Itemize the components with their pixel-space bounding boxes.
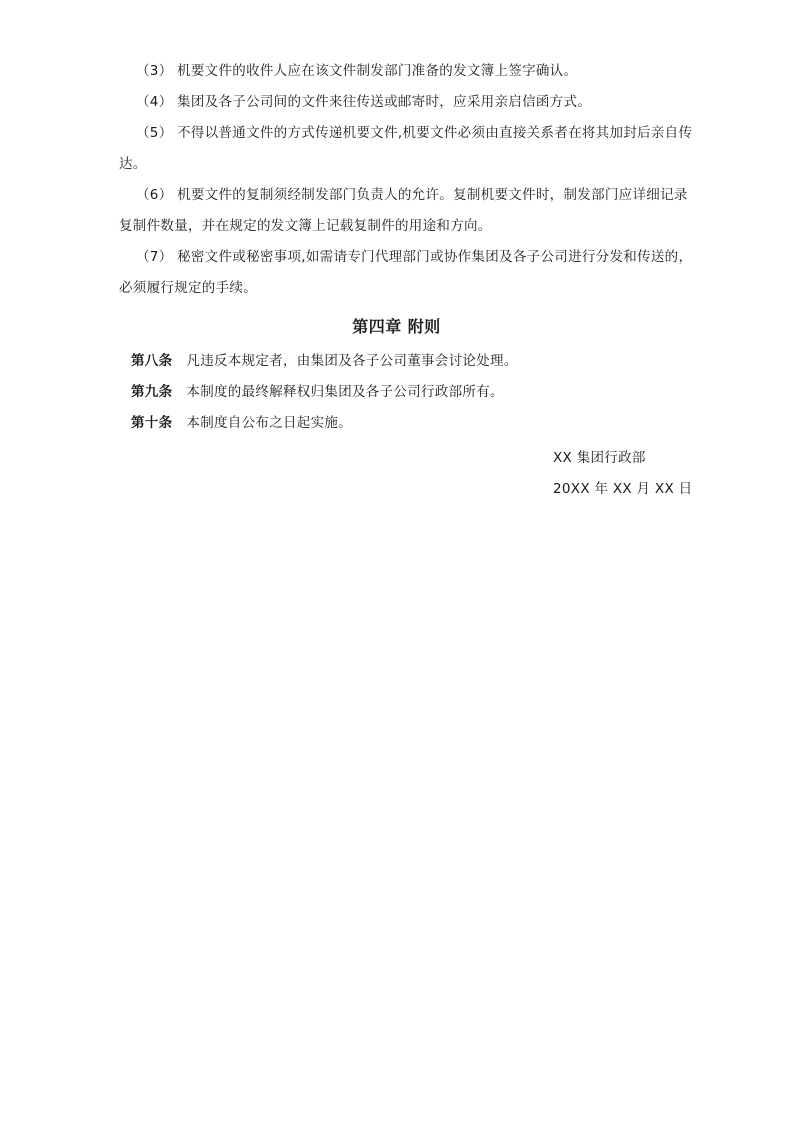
article-number: 第十条 xyxy=(131,415,173,431)
issuer: XX 集团行政部 xyxy=(553,450,646,466)
article-number: 第八条 xyxy=(131,353,173,369)
article xyxy=(131,377,691,408)
list-item: （7） 秘密文件或秘密事项,如需请专门代理部门或协作集团及各子公司进行分发和传送的，必须履行规定的手续。 xyxy=(119,249,693,296)
article-number: 第九条 xyxy=(131,384,173,400)
article-text: 凡违反本规定者，由集团及各子公司董事会讨论处理。 xyxy=(186,353,518,369)
chapter-title: 第四章 附则 xyxy=(352,317,441,336)
article xyxy=(131,346,691,377)
article-text: 本制度自公布之日起实施。 xyxy=(186,415,353,431)
issue-date: 20XX 年 XX 月 XX 日 xyxy=(553,481,693,497)
list-item: （5） 不得以普通文件的方式传递机要文件,机要文件必须由直接关系者在将其加封后亲自传达。 xyxy=(119,125,693,172)
list-item: （3） 机要文件的收件人应在该文件制发部门准备的发文簿上签字确认。 xyxy=(136,63,578,79)
article xyxy=(131,408,691,439)
article-text: 本制度的最终解释权归集团及各子公司行政部所有。 xyxy=(186,384,504,400)
list-item: （4） 集团及各子公司间的文件来往传送或邮寄时，应采用亲启信函方式。 xyxy=(136,94,592,110)
list-item: （6） 机要文件的复制须经制发部门负责人的允许。复制机要文件时，制发部门应详细记录复制件数量，并在规定的发文簿上记载复制件的用途和方向。 xyxy=(119,187,688,234)
